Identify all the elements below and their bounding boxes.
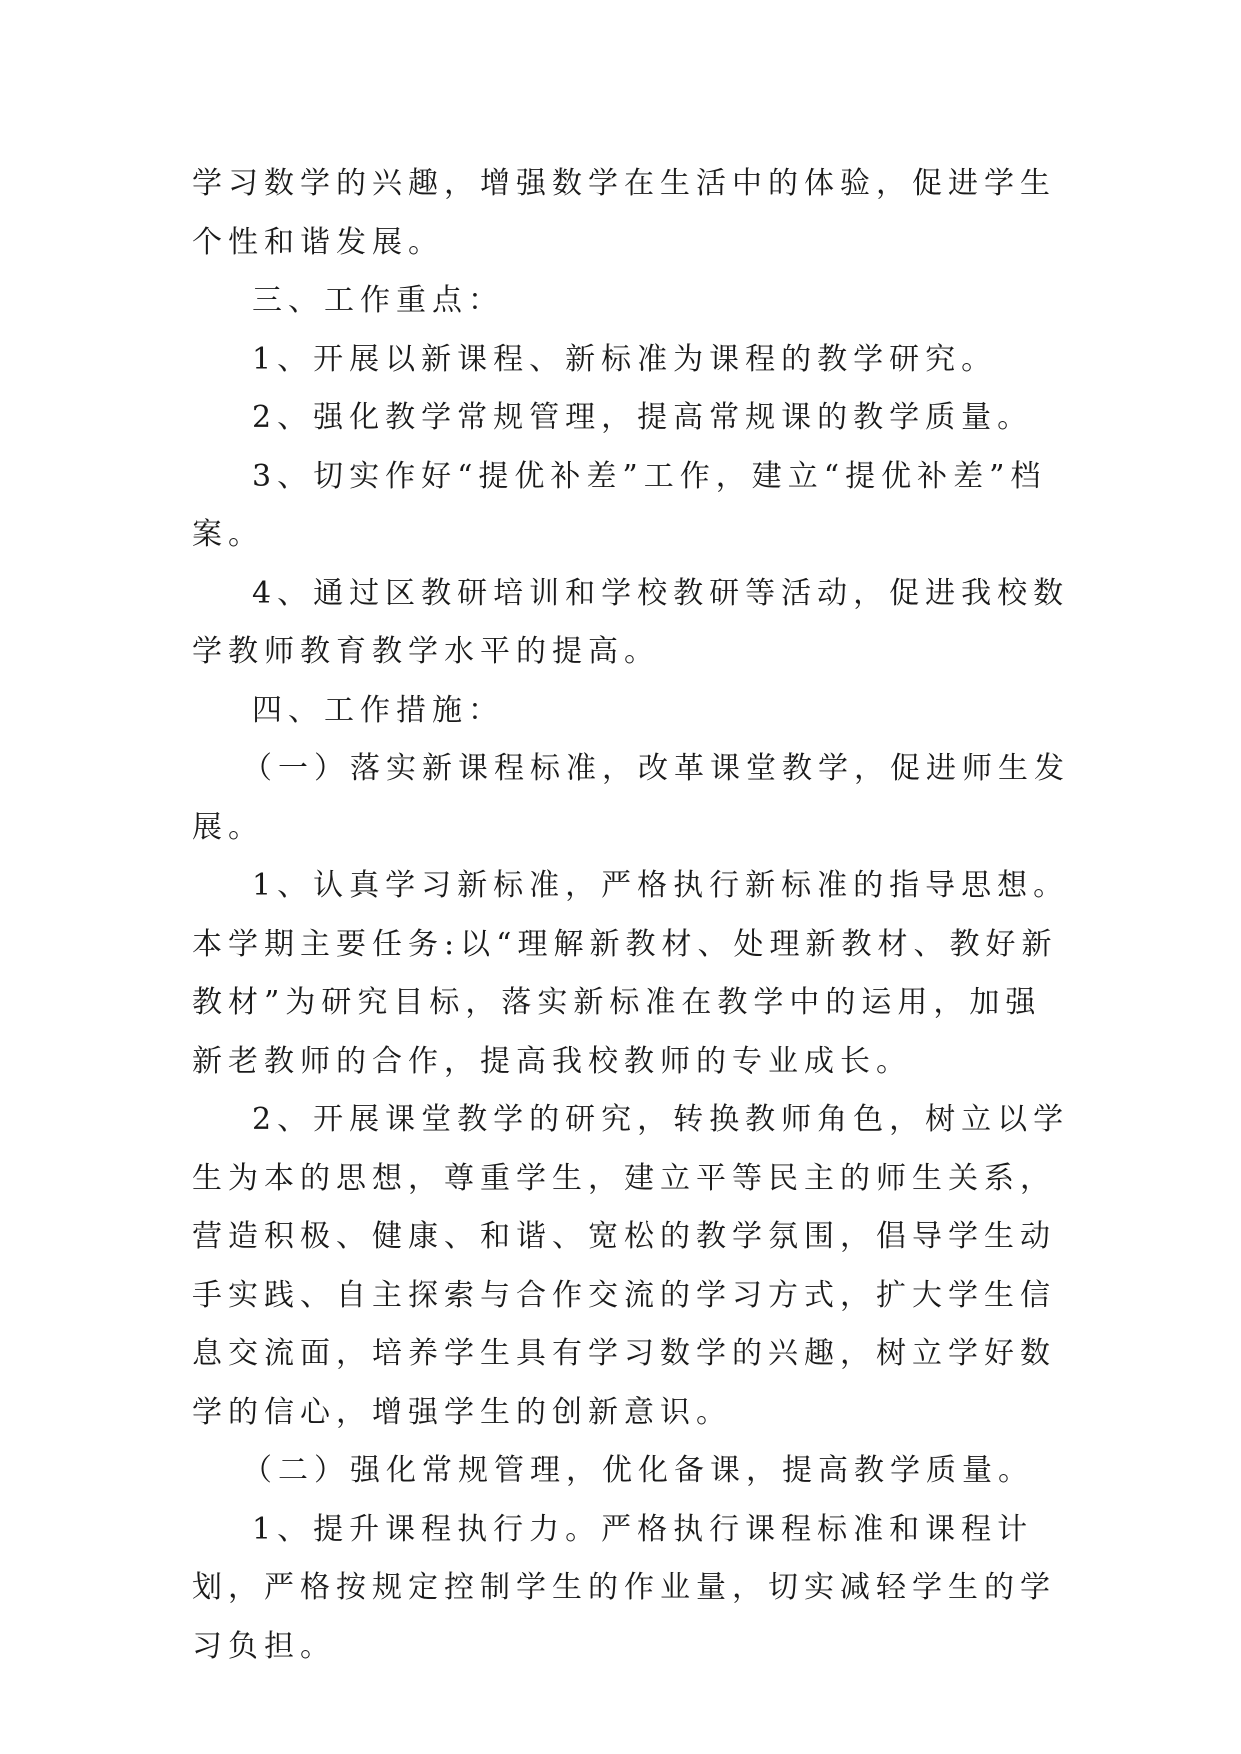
list-item-3: 3、切实作好“提优补差”工作，建立“提优补差”档案。	[192, 458, 1047, 552]
list-item-1: 1、开展以新课程、新标准为课程的教学研究。	[252, 341, 998, 377]
list-item-2: 2、强化教学常规管理，提高常规课的教学质量。	[252, 400, 1034, 435]
paragraph-continuation: 学习数学的兴趣，增强数学在生活中的体验，促进学生个性和谐发展。	[192, 166, 1056, 260]
list-item-4: 4、通过区教研培训和学校教研等活动，促进我校数学教师教育教学水平的提高。	[192, 575, 1070, 669]
subsection-1-item-2: 2、开展课堂教学的研究，转换教师角色，树立以学生为本的思想，尊重学生，建立平等民主的师生关系，营造积极、健康、和谐、宽松的教学氛围，倡导学生动手实践、自主探索与合作交流的学习方式，扩大学生信息交流面，培养学生具有学习数学的兴趣，树立学好数学的信心，增强学生的创新意识。	[192, 1102, 1070, 1430]
subsection-heading-1: （一）落实新课程标准，改革课堂教学，促进师生发展。	[192, 751, 1070, 845]
subsection-1-item-1: 1、认真学习新标准，严格执行新标准的指导思想。本学期主要任务:以“理解新教材、处理新教材、教好新教材”为研究目标，落实新标准在教学中的运用，加强新老教师的合作，提高我校教师的专业成长。	[192, 868, 1070, 1079]
subsection-heading-2: （二）强化常规管理，优化备课，提高教学质量。	[242, 1453, 1034, 1488]
subsection-2-item-1: 1、提升课程执行力。严格执行课程标准和课程计划，严格按规定控制学生的作业量，切实减轻学生的学习负担。	[192, 1511, 1056, 1664]
document-body	[192, 155, 1072, 1676]
section-heading-3: 三、工作重点：	[252, 283, 504, 318]
section-heading-4: 四、工作措施：	[252, 692, 504, 728]
